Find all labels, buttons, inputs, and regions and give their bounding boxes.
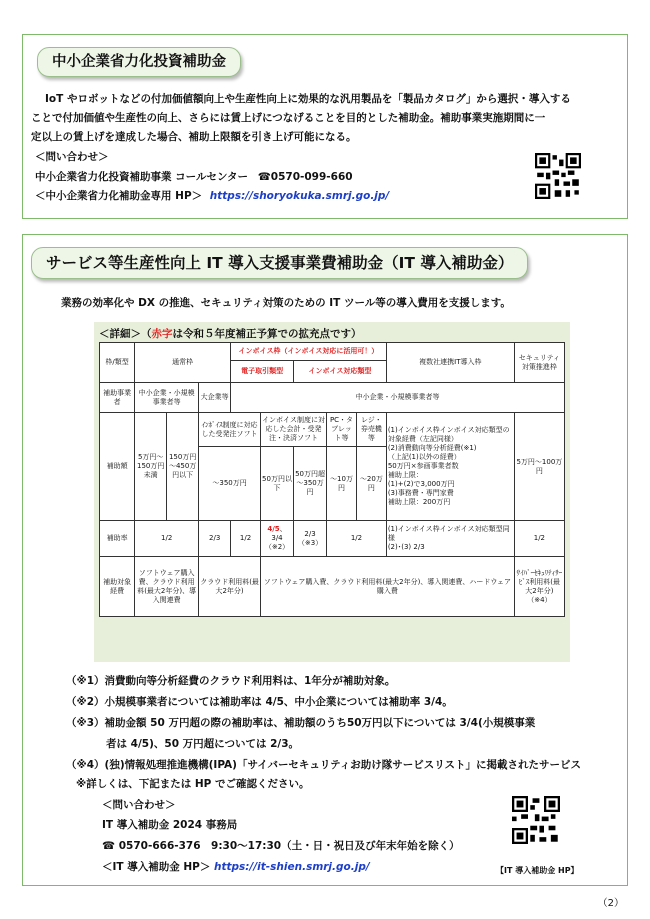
th-multi: 複数社連携IT導入枠 [386,343,514,383]
note-1: （※1）消費動向等分析経費のクラウド利用料は、1年分が補助対象。 [66,675,396,687]
note-3: （※3）補助金額 50 万円超の際の補助率は、補助額のうち50万円以下については 3/4(小規模事業 [66,717,536,729]
hp-line [35,188,389,205]
phone-icon: ☎ [102,840,116,852]
section-title: 中小企業省力化投資補助金 [37,47,241,77]
th-normal: 通常枠 [135,343,231,383]
subsidy-detail-table: 枠/類型 通常枠 インボイス枠（インボイス対応に活用可！） 複数社連携IT導入枠 セキュリティ対策推進枠 電子取引類型 インボイス対応類型 補助事業者 中小企業・小規模事業者等 大企業等 中小企業・小規模事業者等 補助額 5万円～150万円未満 150万円～450万円以下 ｲﾝﾎﾞｲｽ制度に対応した受発注ソフト インボイス制度に対応した会計・受発注・決済ソフト PC・タブレット等 レジ・券売機等 (1)インボイス枠インボイス対応類型の対象経費（左記同様） (2)消費動向等分析経費(※1) （上記(1)以外の経費） 50万円×参画事業者数 補助上限： (1)+(2)で3,000万円 (3)事務費・専門家費 補助上限：200万円 5万円～100万円 ～350万円 50万円以下 50万円超～350万円 ～10万円 ～20万円 補助率 1/2 2/3 1/2 4/5、3/4（※2） 2/3（※3） 1/2 (1)インボイス枠インボイス対応類型同様 (2)･(3) 2/3 1/2 補助対象経費 ソフトウェア購入費、クラウド利用料(最大2年分)、導入関連費 クラウド利用料(最大2年分) ソフトウェア購入費、クラウド利用料(最大2年分)、導入関連費、ハードウェア購入費 ｻｲﾊﾞｰｾｷｭﾘﾃｨｻｰﾋﾞｽ利用料(最大2年分)（※4） [99,342,565,617]
th-invoice: インボイス枠（インボイス対応に活用可！） [231,343,387,361]
body-line-2: ことで付加価値や生産性の向上、さらには賃上げにつなげることを目的とした補助金。補助事業実施期間に一 [31,112,546,124]
phone-number: 0570-099-660 [270,171,353,183]
contact-center: 中小企業省力化投資補助事業 コールセンター [35,171,249,183]
body-line-3: 定以上の賃上げを達成した場合、補助上限額を引き上げ可能になる。 [31,131,357,143]
hp-line-2: ＜IT 導入補助金 HP＞ https://it-shien.smrj.go.jp/ [102,861,370,873]
note-4: （※4）(独)情報処理推進機構(IPA)「サイバーセキュリティお助け隊サービスリスト」に掲載されたサービス [66,759,582,771]
phone-icon: ☎ [257,171,271,183]
body-line-1: IoT やロボットなどの付加価値額向上や生産性向上に効果的な汎用製品を「製品カタログ」から選択・導入する [45,93,571,105]
table-title: ＜詳細＞（赤字は令和５年度補正予算での拡充点です） [99,328,362,340]
detail-table-panel [94,322,570,662]
note-3-cont: 者は 4/5)、50 万円超については 2/3。 [106,738,300,750]
qr-caption: 【IT 導入補助金 HP】 [496,866,579,875]
qr-code-icon[interactable] [512,796,560,844]
section-title: サービス等生産性向上 IT 導入支援事業費補助金（IT 導入補助金） [31,247,528,279]
th-ec: 電子取引類型 [231,361,294,383]
page-number: （2） [597,898,624,909]
th-inv-type: インボイス対応類型 [294,361,387,383]
office-name: IT 導入補助金 2024 事務局 [102,819,238,831]
hp-label: ＜中小企業省力化補助金専用 HP＞ [35,190,203,202]
th-security: セキュリティ対策推進枠 [514,343,564,383]
qr-code-icon[interactable] [535,153,581,199]
th-type: 枠/類型 [100,343,135,383]
more-info: ※詳しくは、下記または HP でご確認ください。 [76,778,310,790]
contact-heading: ＜問い合わせ＞ [35,151,109,163]
hp-link[interactable]: https://shoryokuka.smrj.go.jp/ [209,190,390,202]
note-2: （※2）小規模事業者については補助率は 4/5、中小企業については補助率 3/4。 [66,696,453,708]
hp-link[interactable]: https://it-shien.smrj.go.jp/ [214,861,370,873]
contact-heading-2: ＜問い合わせ＞ [102,799,176,811]
lead-text: 業務の効率化や DX の推進、セキュリティ対策のための IT ツール等の導入費用を支援します。 [61,297,511,309]
section-shoryokuka [22,34,628,219]
phone-line-2: ☎ 0570-666-376 9:30～17:30（土・日・祝日及び年末年始を除く） [102,840,460,852]
contact-line [35,169,353,186]
